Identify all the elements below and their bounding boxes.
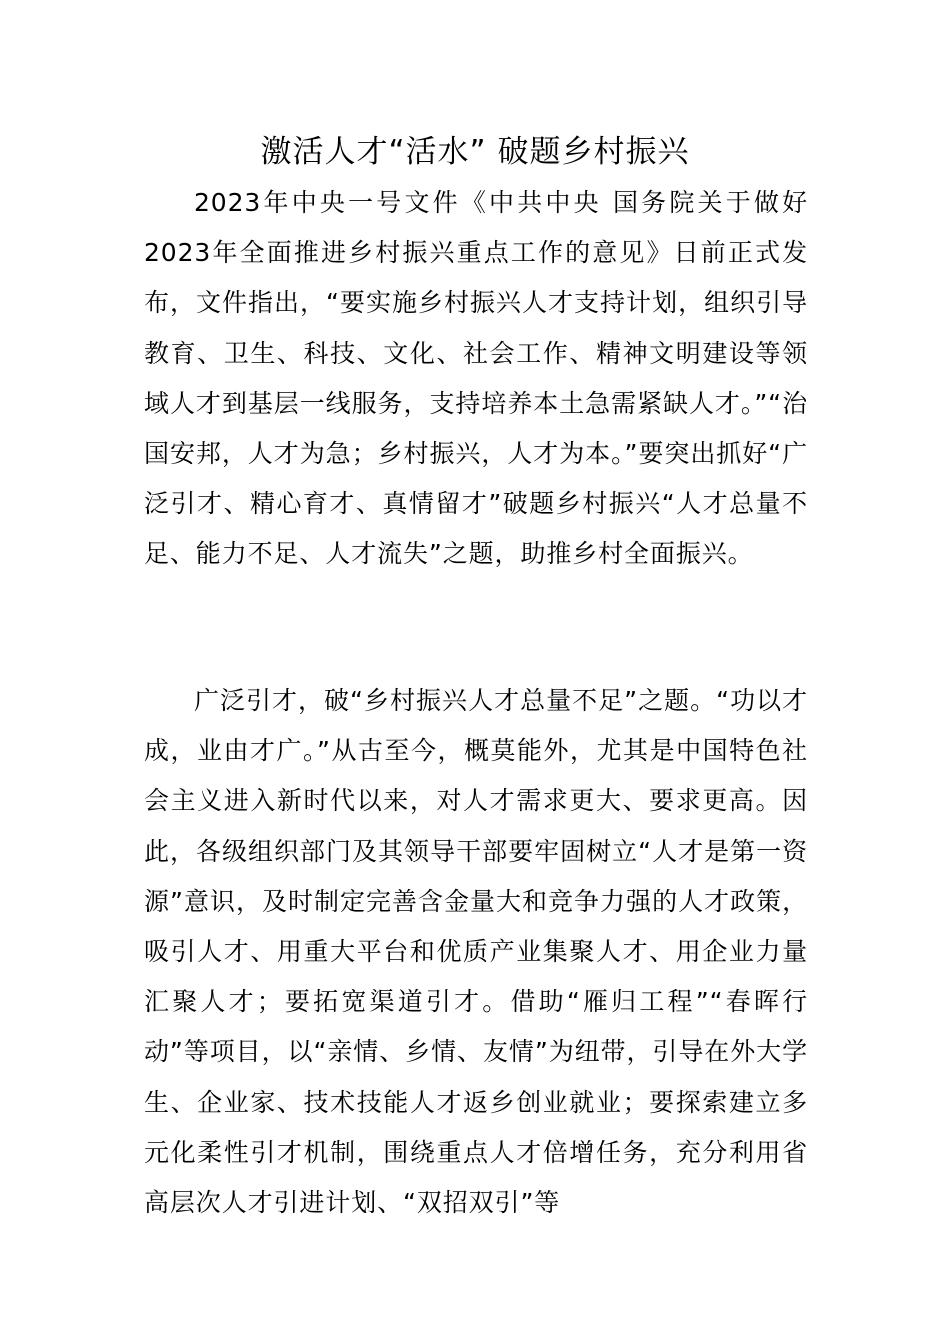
paragraph-intro: 2023年中央一号文件《中共中央 国务院关于做好2023年全面推进乡村振兴重点工作的意见》日前正式发布，文件指出，“要实施乡村振兴人才支持计划，组织引导教育、卫生、科技、文化、社会工作、精神文明建设等领域人才到基层一线服务，支持培养本土急需紧缺人才。”“治国安邦，人才为急；乡村振兴，人才为本。”要突出抓好“广泛引才、精心育才、真情留才”破题乡村振兴“人才总量不足、能力不足、人才流失”之题，助推乡村全面振兴。: [144, 188, 808, 569]
paragraph-recruit-talent: 广泛引才，破“乡村振兴人才总量不足”之题。“功以才成，业由才广。”从古至今，概莫能外，尤其是中国特色社会主义进入新时代以来，对人才需求更大、要求更高。因此，各级组织部门及其领导干部要牢固树立“人才是第一资源”意识，及时制定完善含金量大和竞争力强的人才政策，吸引人才、用重大平台和优质产业集聚人才、用企业力量汇聚人才；要拓宽渠道引才。借助“雁归工程”“春晖行动”等项目，以“亲情、乡情、友情”为纽带，引导在外大学生、企业家、技术技能人才返乡创业就业；要探索建立多元化柔性引才机制，围绕重点人才倍增任务，充分利用省高层次人才引进计划、“双招双引”等: [144, 686, 808, 1218]
document-title: 激活人才“活水” 破题乡村振兴: [260, 134, 690, 170]
